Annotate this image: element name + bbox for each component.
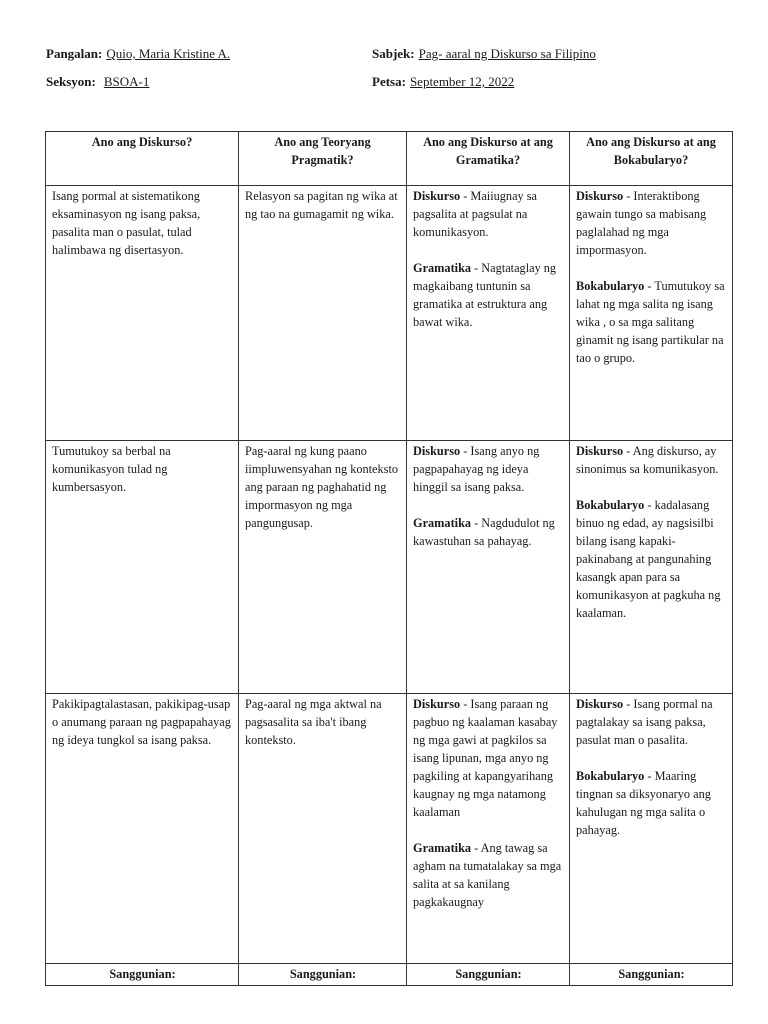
name-value: Quio, Maria Kristine A.	[106, 46, 231, 61]
term-label: Gramatika	[413, 516, 472, 530]
subject-value: Pag- aaral ng Diskurso sa Filipino	[418, 46, 596, 61]
column-header: Ano ang Diskurso at ang Bokabularyo?	[570, 132, 733, 186]
grammar-cell	[407, 694, 570, 964]
column-header: Ano ang Diskurso?	[46, 132, 239, 186]
discourse-entry	[413, 187, 564, 241]
name-line	[46, 46, 230, 62]
table-row	[46, 186, 733, 441]
discourse-entry	[413, 442, 564, 496]
term-label: Diskurso	[576, 697, 624, 711]
discourse-entry	[576, 442, 727, 478]
term-description: - kadalasang binuo ng edad, ay nagsisilbi bilang isang kapaki-pakinabang at pangunahing kasangk apan para sa komunikasyon at pagkuha ng kaalaman.	[576, 498, 721, 620]
vocabulary-cell	[570, 441, 733, 694]
subject-line	[372, 46, 596, 62]
name-label: Pangalan:	[46, 46, 103, 61]
vocabulary-cell	[570, 186, 733, 441]
discourse-entry	[576, 695, 727, 749]
column-header: Ano ang Teoryang Pragmatik?	[239, 132, 407, 186]
references-label: Sanggunian:	[239, 964, 407, 986]
grammar-cell	[407, 441, 570, 694]
references-row	[46, 964, 733, 986]
term-label: Bokabularyo	[576, 279, 645, 293]
term-description: - Isang paraan ng pagbuo ng kaalaman kasabay ng mga gawi at pagkilos sa isang lipunan, mga anyo ng pagkiling at kapangyarihang kaugnay ng mga natamong kaalaman	[413, 697, 558, 819]
discourse-entry	[576, 187, 727, 259]
term-label: Diskurso	[413, 444, 461, 458]
grammar-entry	[413, 839, 564, 911]
references-label: Sanggunian:	[407, 964, 570, 986]
references-label: Sanggunian:	[46, 964, 239, 986]
grammar-entry	[413, 259, 564, 331]
grammar-entry	[413, 514, 564, 550]
table-row	[46, 441, 733, 694]
term-label: Diskurso	[413, 189, 461, 203]
section-value: BSOA-1	[103, 74, 150, 89]
term-description: - Maiiugnay sa pagsalita at pagsulat na komunikasyon.	[413, 189, 537, 239]
table-header-row	[46, 132, 733, 186]
term-label: Diskurso	[576, 444, 624, 458]
vocabulary-entry	[576, 767, 727, 839]
term-description: - Isang anyo ng pagpapahayag ng ideya hinggil sa isang paksa.	[413, 444, 540, 494]
section-label: Seksyon:	[46, 74, 96, 89]
date-line	[372, 74, 514, 90]
table-row	[46, 694, 733, 964]
term-description: - Ang diskurso, ay sinonimus sa komunikasyon.	[576, 444, 719, 476]
term-label: Gramatika	[413, 261, 472, 275]
discourse-table	[45, 131, 733, 986]
grammar-cell	[407, 186, 570, 441]
term-label: Gramatika	[413, 841, 472, 855]
term-description: - Isang pormal na pagtalakay sa isang paksa, pasulat man o pasalita.	[576, 697, 713, 747]
pragmatic-cell: Pag-aaral ng mga aktwal na pagsasalita sa iba't ibang konteksto.	[239, 694, 407, 964]
vocabulary-entry	[576, 277, 727, 367]
date-label: Petsa:	[372, 74, 406, 89]
discourse-entry	[413, 695, 564, 821]
section-line	[46, 74, 149, 90]
pragmatic-cell: Relasyon sa pagitan ng wika at ng tao na gumagamit ng wika.	[239, 186, 407, 441]
term-description: - Maaring tingnan sa diksyonaryo ang kahulugan ng mga salita o pahayag.	[576, 769, 711, 837]
term-description: - Interaktibong gawain tungo sa mabisang paglalahad ng mga impormasyon.	[576, 189, 707, 257]
column-header: Ano ang Diskurso at ang Gramatika?	[407, 132, 570, 186]
definition-cell: Isang pormal at sistematikong eksaminasyon ng isang paksa, pasalita man o pasulat, tulad halimbawa ng disertasyon.	[46, 186, 239, 441]
references-label: Sanggunian:	[570, 964, 733, 986]
term-label: Diskurso	[576, 189, 624, 203]
term-description: - Tumutukoy sa lahat ng mga salita ng isang wika , o sa mga salitang ginamit ng isang partikular na tao o grupo.	[576, 279, 725, 365]
term-description: - Nagtataglay ng magkaibang tuntunin sa gramatika at estruktura ang bawat wika.	[413, 261, 557, 329]
term-description: - Ang tawag sa agham na tumatalakay sa mga salita at sa kanilang pagkakaugnay	[413, 841, 562, 909]
term-label: Bokabularyo	[576, 498, 645, 512]
vocabulary-entry	[576, 496, 727, 622]
date-value: September 12, 2022	[409, 74, 515, 89]
subject-label: Sabjek:	[372, 46, 415, 61]
vocabulary-cell	[570, 694, 733, 964]
definition-cell: Tumutukoy sa berbal na komunikasyon tulad ng kumbersasyon.	[46, 441, 239, 694]
definition-cell: Pakikipagtalastasan, pakikipag-usap o anumang paraan ng pagpapahayag ng ideya tungkol sa isang paksa.	[46, 694, 239, 964]
term-description: - Nagdudulot ng kawastuhan sa pahayag.	[413, 516, 555, 548]
term-label: Bokabularyo	[576, 769, 645, 783]
term-label: Diskurso	[413, 697, 461, 711]
pragmatic-cell: Pag-aaral ng kung paano iimpluwensyahan ng konteksto ang paraan ng paghahatid ng impormasyon ng mga pangungusap.	[239, 441, 407, 694]
